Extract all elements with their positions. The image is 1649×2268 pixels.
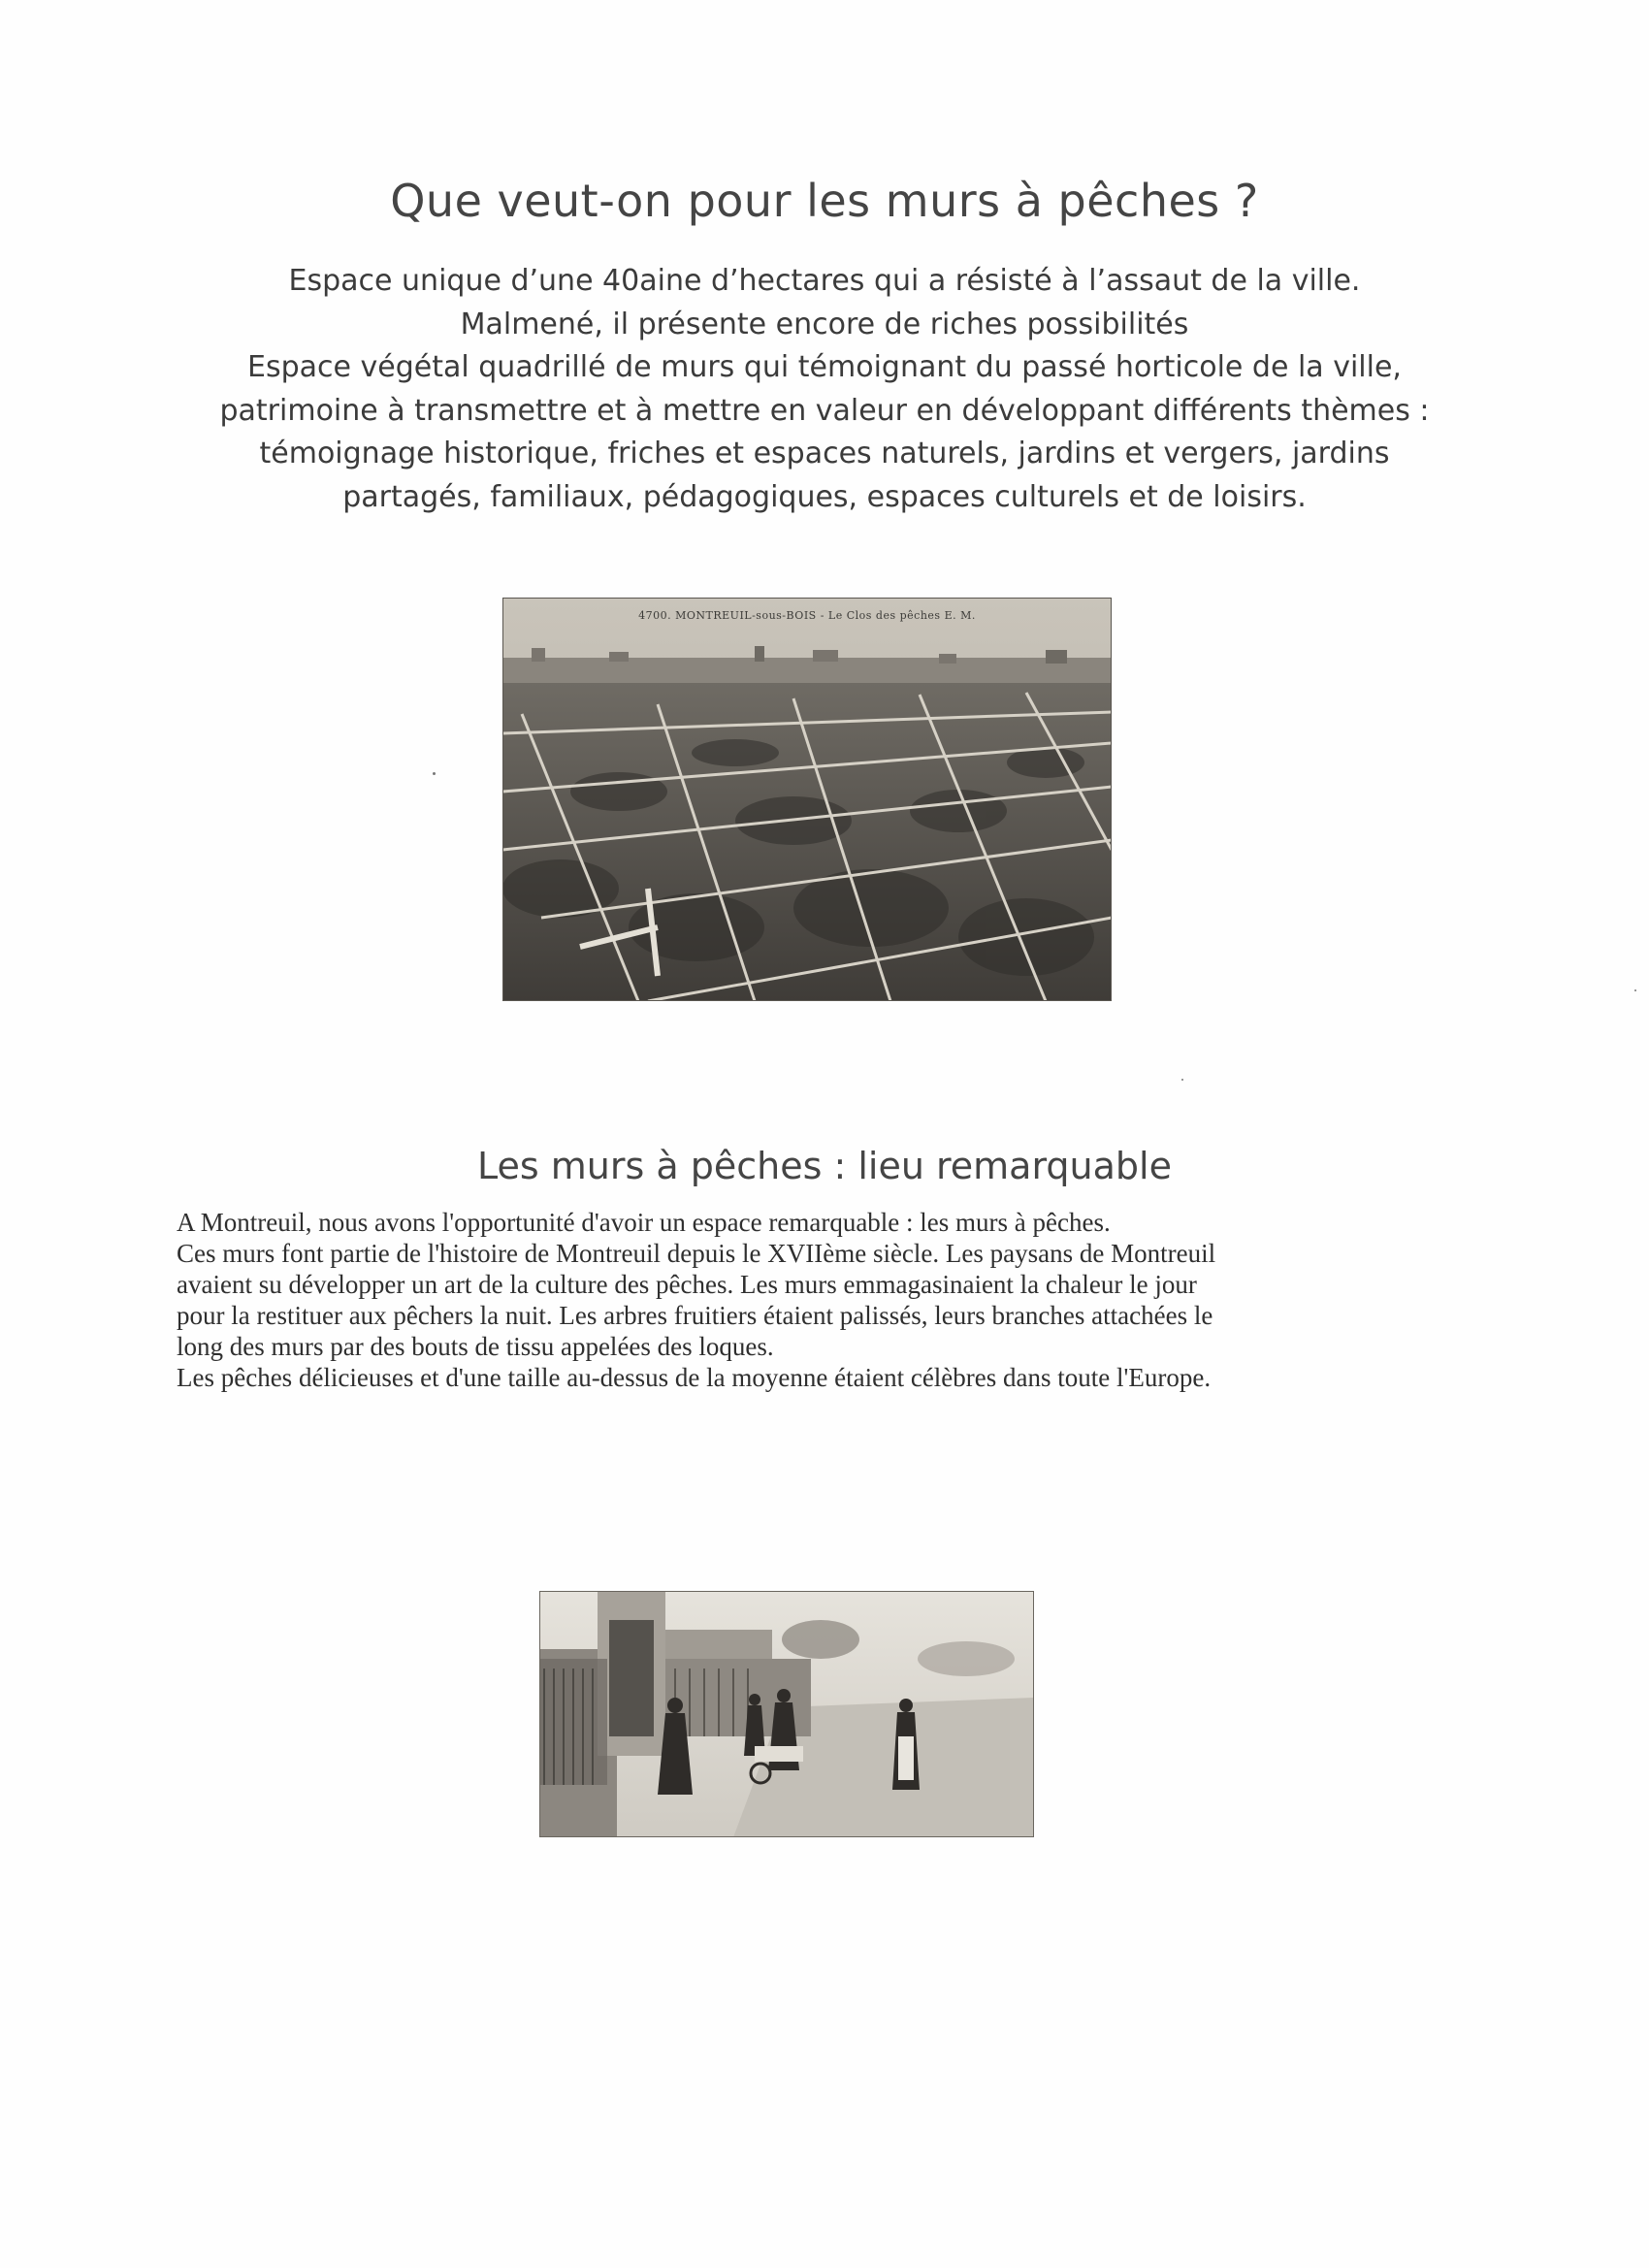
body-line: long des murs par des bouts de tissu appelées des loques. <box>177 1332 774 1361</box>
walled-gardens-illustration <box>502 598 1112 1001</box>
intro-line: témoignage historique, friches et espaces naturels, jardins et vergers, jardins <box>259 437 1390 470</box>
scan-speck <box>1634 989 1636 991</box>
intro-line: Espace végétal quadrillé de murs qui témoignant du passé horticole de la ville, <box>247 350 1402 384</box>
intro-line: Malmené, il présente encore de riches possibilités <box>460 307 1189 341</box>
historic-street-photo <box>539 1591 1034 1837</box>
postcard-photo-clos-des-peches <box>502 598 1112 1001</box>
body-line: avaient su développer un art de la culture des pêches. Les murs emmagasinaient la chaleur le jour <box>177 1270 1197 1299</box>
body-paragraph <box>177 1207 1476 1393</box>
intro-line: partagés, familiaux, pédagogiques, espaces culturels et de loisirs. <box>342 479 1307 514</box>
body-line: Ces murs font partie de l'histoire de Montreuil depuis le XVIIème siècle. Les paysans de Montreuil <box>177 1239 1216 1268</box>
street-scene-illustration <box>539 1591 1034 1837</box>
intro-line: Espace unique d’une 40aine d’hectares qui a résisté à l’assaut de la ville. <box>288 264 1361 298</box>
section-subtitle: Les murs à pêches : lieu remarquable <box>477 1145 1172 1187</box>
intro-paragraph <box>146 260 1504 519</box>
body-line: pour la restituer aux pêchers la nuit. Les arbres fruitiers étaient palissés, leurs branches attachées le <box>177 1301 1213 1330</box>
scan-speck <box>433 772 436 775</box>
page-title: Que veut-on pour les murs à pêches ? <box>390 175 1259 227</box>
scan-speck <box>1181 1079 1183 1081</box>
body-line: Les pêches délicieuses et d'une taille au-dessus de la moyenne étaient célèbres dans toute l'Europe. <box>177 1363 1212 1392</box>
body-line: A Montreuil, nous avons l'opportunité d'avoir un espace remarquable : les murs à pêches. <box>177 1208 1111 1237</box>
intro-line: patrimoine à transmettre et à mettre en valeur en développant différents thèmes : <box>219 393 1430 428</box>
postcard-caption: 4700. MONTREUIL-sous-BOIS - Le Clos des pêches E. M. <box>638 609 976 622</box>
